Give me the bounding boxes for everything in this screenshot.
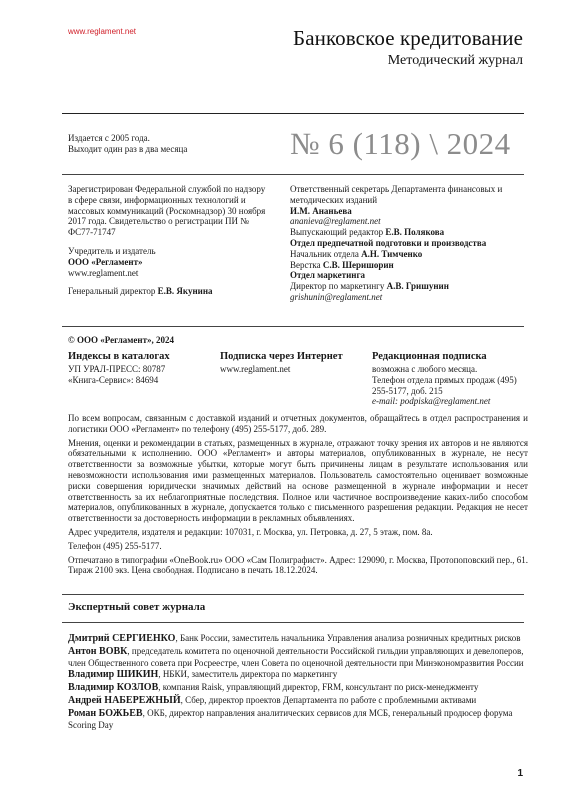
marketing-label: Директор по маркетингу xyxy=(290,281,385,292)
director-label: Генеральный директор xyxy=(68,286,156,297)
marketing-name: А.В. Гришунин xyxy=(386,281,449,292)
council-member xyxy=(68,682,528,694)
council-member xyxy=(68,708,528,731)
council-member xyxy=(68,695,528,707)
director-line xyxy=(68,286,268,297)
paragraph: По всем вопросам, связанным с доставкой изданий и отчетных документов, обращайтесь в отдел распространения и логистики ООО «Регламент» по телефону (495) 255-5177, доб. 289. xyxy=(68,413,528,434)
council-member xyxy=(68,669,528,681)
director-name: Е.В. Якунина xyxy=(157,286,213,297)
layout-name: С.В. Шеришорин xyxy=(322,259,394,270)
catalogs-block xyxy=(68,351,218,386)
council-member xyxy=(68,646,528,669)
divider xyxy=(62,174,524,175)
staff-column xyxy=(290,184,530,303)
disclaimer-text xyxy=(68,413,528,579)
page-number: 1 xyxy=(517,768,523,779)
member-desc: , НБКИ, заместитель директора по маркетингу xyxy=(158,669,338,680)
member-name: Владимир КОЗЛОВ xyxy=(68,682,159,694)
paragraph: Отпечатано в типографии «OneBook.ru» ООО «Сам Полиграфист». Адрес: 129090, г. Москва, Протопоповский пер., 61. Тираж 2100 экз. Цена свободная. Подписано в печать 18.12.2024. xyxy=(68,554,528,576)
layout-label: Верстка xyxy=(290,259,321,270)
paragraph: Телефон (495) 255-5177. xyxy=(68,540,162,551)
founder-label: Учредитель и издатель xyxy=(68,245,156,256)
prepress-head-name: А.Н. Тимченко xyxy=(361,248,423,259)
member-desc: , ОКБ, директор направления аналитических сервисов для МСБ, генеральный продюсер форума Scoring Day xyxy=(68,707,513,730)
frequency-text: Выходит один раз в два месяца xyxy=(68,143,188,154)
member-name: Андрей НАБЕРЕЖНЫЙ xyxy=(68,694,181,706)
founder-site[interactable]: www.reglament.net xyxy=(68,267,139,278)
paragraph: Мнения, оценки и рекомендации в статьях, размещенных в журнале, отражают точку зрения их авторов и не являются обязательными к исполнению. ООО «Регламент» и авторы материалов, опубликованных в журнале, не несут ответственности за возможные убытки, которые могут быть причинены лицам в результате использования или невозможности использования ими размещенных материалов. Пользователь самостоятельно оценивает возможные риски совершения юридически значимых действий на основе размещенной в журнале информации и несет ответственность за их неблагоприятные последствия. Полное или частичное воспроизведение каких-либо способом материалов, опубликованных в журнале, допускается только с письменного разрешения редакции. Редакция не несет ответственности за достоверность информации в рекламных объявлениях. xyxy=(68,437,528,524)
catalogs-line: УП УРАЛ-ПРЕСС: 80787 xyxy=(68,364,166,374)
divider xyxy=(62,326,524,327)
copyright: © ООО «Регламент», 2024 xyxy=(68,335,175,345)
member-desc: , председатель комитета по оценочной деятельности Российской гильдии управляющих и девелоперов, член Общественного совета при Росреестре, член Совета по оценочной деятельности при Минэкономразвития России xyxy=(68,645,524,668)
internet-subscription-block xyxy=(220,351,365,375)
editor-line xyxy=(290,227,530,238)
editorial-line: возможна с любого месяца. xyxy=(372,364,478,374)
registration-text: Зарегистрирован Федеральной службой по надзору в сфере связи, информационных технологий и массовых коммуникаций (Роскомнадзор) 30 ноября 2017 года. Свидетельство о регистрации ПИ № ФС77-71747 xyxy=(68,184,266,238)
marketing-dept: Отдел маркетинга xyxy=(290,270,366,281)
member-desc: , Сбер, директор проектов Департамента по работе с проблемными активами xyxy=(180,694,477,705)
divider xyxy=(62,622,524,623)
since-text: Издается с 2005 года. xyxy=(68,133,150,143)
divider xyxy=(62,113,524,114)
member-name: Владимир ШИКИН xyxy=(68,669,159,681)
editorial-line: Телефон отдела прямых продаж (495) 255-5177, доб. 215 xyxy=(372,374,517,396)
council-title: Экспертный совет журнала xyxy=(68,601,206,613)
editor-label: Выпускающий редактор xyxy=(290,227,384,238)
paragraph: Адрес учредителя, издателя и редакции: 107031, г. Москва, ул. Петровка, д. 27, 5 этаж, пом. 8а. xyxy=(68,526,433,537)
editorial-email[interactable]: e-mail: podpiska@reglament.net xyxy=(372,396,491,407)
divider xyxy=(62,594,524,595)
journal-title: Банковское кредитование xyxy=(293,26,523,50)
internet-site[interactable]: www.reglament.net xyxy=(220,364,291,374)
founder-name: ООО «Регламент» xyxy=(68,256,143,267)
prepress-head-line xyxy=(290,249,530,260)
secretary-name: И.М. Ананьева xyxy=(290,205,352,216)
layout-line xyxy=(290,260,530,271)
publication-info xyxy=(68,133,268,155)
member-name: Антон ВОВК xyxy=(68,645,128,657)
site-link[interactable]: www.reglament.net xyxy=(68,27,137,36)
editor-name: Е.В. Полякова xyxy=(385,227,445,238)
editorial-title: Редакционная подписка xyxy=(372,351,487,362)
catalogs-title: Индексы в каталогах xyxy=(68,351,170,362)
secretary-role: Ответственный секретарь Департамента финансовых и методических изданий xyxy=(290,184,503,205)
member-name: Дмитрий СЕРГИЕНКО xyxy=(68,633,176,644)
prepress-dept: Отдел предпечатной подготовки и производства xyxy=(290,237,487,248)
member-name: Роман БОЖЬЕВ xyxy=(68,707,143,719)
issue-number: № 6 (118) \ 2024 xyxy=(290,126,511,161)
member-desc: , Банк России, заместитель начальника Управления анализа розничных кредитных рисков xyxy=(175,633,521,643)
council-member xyxy=(68,633,528,645)
journal-subtitle: Методический журнал xyxy=(387,53,523,68)
marketing-email[interactable]: grishunin@reglament.net xyxy=(290,291,383,302)
marketing-line xyxy=(290,281,530,292)
internet-title: Подписка через Интернет xyxy=(220,351,343,362)
catalogs-line: «Книга-Сервис»: 84694 xyxy=(68,374,159,385)
editorial-subscription-block xyxy=(372,351,532,407)
prepress-head-label: Начальник отдела xyxy=(290,248,359,259)
council-members xyxy=(68,633,528,731)
registration-column xyxy=(68,184,268,297)
member-desc: , компания Raisk, управляющий директор, FRM, консультант по риск-менеджменту xyxy=(158,682,479,693)
secretary-email[interactable]: ananieva@reglament.net xyxy=(290,216,381,227)
